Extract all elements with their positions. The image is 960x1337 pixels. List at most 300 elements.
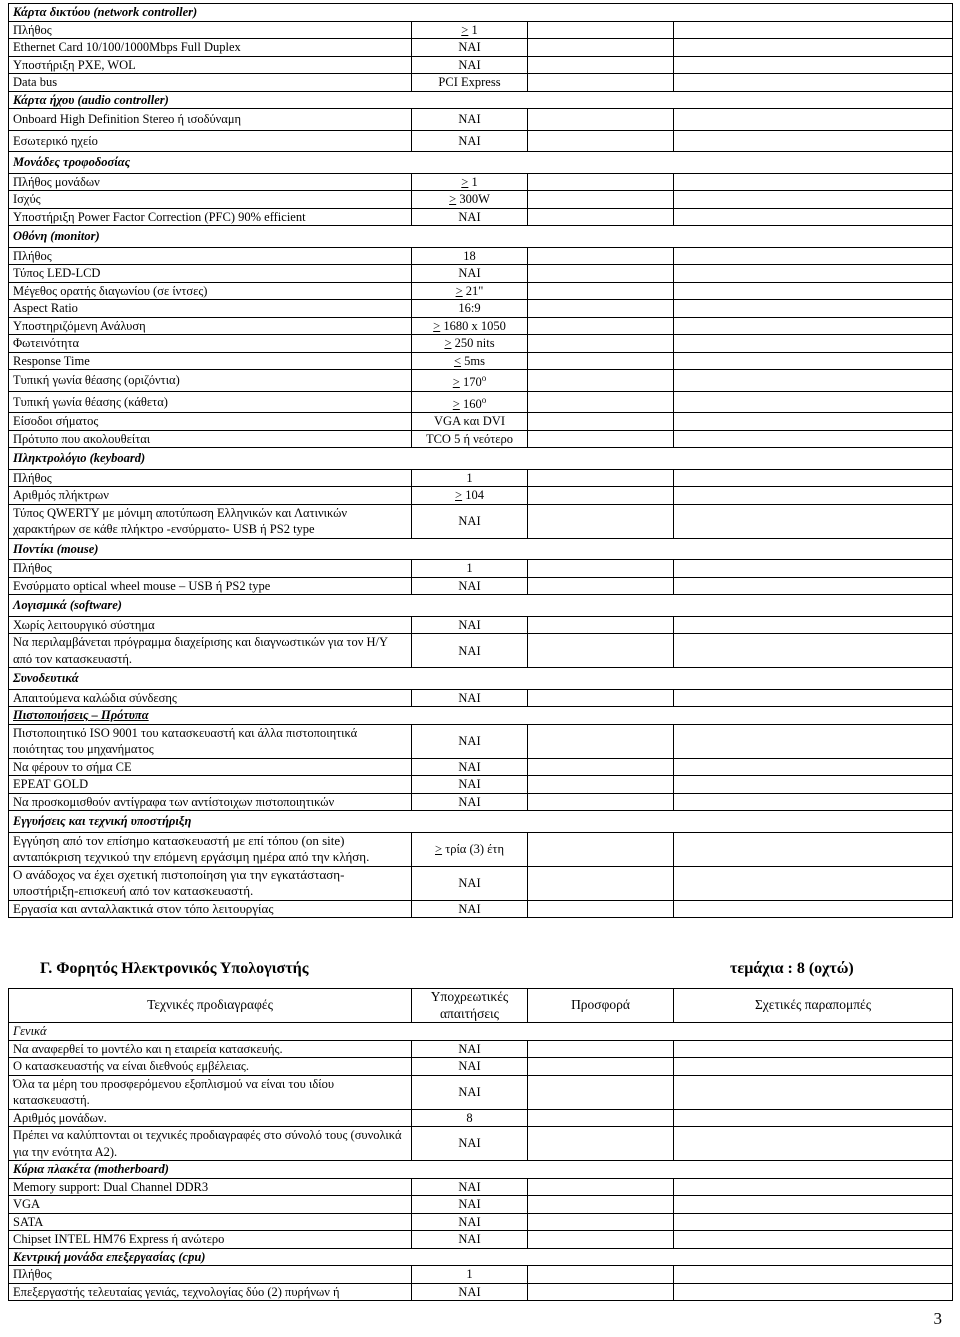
top-spec-row [9,866,953,900]
offer-cell [528,1109,674,1127]
offer-cell [528,634,674,668]
spec-requirement [412,352,528,370]
spec-label: Πιστοποιητικό ISO 9001 του κατασκευαστή και άλλα πιστοποιητικά ποιότητας του μηχανήματος [9,724,412,758]
offer-cell [528,758,674,776]
requirement-value: 8 [466,1110,473,1125]
reference-cell [674,577,953,595]
top-spec-row [9,832,953,866]
top-spec-row [9,335,953,353]
bottom-spec-row [9,1040,953,1058]
spec-label: Υποστήριξη Power Factor Correction (PFC) 90% efficient [9,208,412,226]
spec-label: Πρέπει να καλύπτονται οι τεχνικές προδιαγραφές στο σύνολό τους (συνολικά για την ενότητα Α2). [9,1127,412,1161]
requirement-value: ΝΑΙ [458,133,481,148]
requirement-value: PCI Express [438,75,501,89]
reference-cell [674,282,953,300]
reference-cell [674,1109,953,1127]
reference-cell [674,1266,953,1284]
greater-equal-symbol: > [433,318,441,333]
offer-cell [528,391,674,413]
offer-cell [528,130,674,152]
spec-label: Αριθμός μονάδων. [9,1109,412,1127]
spec-label: Τυπική γωνία θέασης (οριζόντια) [9,370,412,392]
spec-requirement [412,616,528,634]
top-section-title: Ποντίκι (mouse) [9,538,953,560]
reference-cell [674,1213,953,1231]
top-spec-row [9,74,953,92]
top-spec-row [9,317,953,335]
spec-label: Τύπος QWERTY με μόνιμη αποτύπωση Ελληνικών και Λατινικών χαρακτήρων σε κάθε πλήκτρο -ενσύρματο- USB ή PS2 type [9,504,412,538]
requirement-value: ΝΑΙ [458,690,481,705]
reference-cell [674,413,953,431]
offer-cell [528,724,674,758]
spec-label: VGA [9,1196,412,1214]
requirement-value: 5ms [464,353,486,368]
top-spec-row [9,247,953,265]
spec-requirement [412,1178,528,1196]
offer-cell [528,560,674,578]
offer-cell [528,335,674,353]
top-section-row [9,448,953,470]
offer-cell [528,282,674,300]
offer-cell [528,776,674,794]
spec-requirement [412,1266,528,1284]
top-spec-row [9,793,953,811]
bottom-section-title: Κεντρική μονάδα επεξεργασίας (cpu) [9,1248,953,1266]
spec-label: Πλήθος [9,560,412,578]
top-section-title: Κάρτα δικτύου (network controller) [9,4,953,22]
top-spec-row [9,173,953,191]
spec-requirement [412,1213,528,1231]
offer-cell [528,352,674,370]
spec-requirement [412,74,528,92]
header-specs: Τεχνικές προδιαγραφές [9,989,412,1023]
spec-requirement [412,469,528,487]
reference-cell [674,487,953,505]
top-spec-row [9,21,953,39]
spec-label: Onboard High Definition Stereo ή ισοδύναμη [9,109,412,131]
spec-requirement [412,317,528,335]
greater-equal-symbol: > [444,336,452,350]
top-section-title: Συνοδευτικά [9,668,953,690]
reference-cell [674,265,953,283]
top-section-title: Μονάδες τροφοδοσίας [9,152,953,174]
bottom-spec-row [9,1231,953,1249]
reference-cell [674,689,953,707]
requirement-value: 1 [466,561,473,576]
spec-label: Response Time [9,352,412,370]
bottom-spec-row [9,1196,953,1214]
spec-requirement [412,391,528,413]
reference-cell [674,1231,953,1249]
spec-requirement [412,1058,528,1076]
bottom-section-title: Γενικά [9,1023,953,1041]
top-section-title: Πληκτρολόγιο (keyboard) [9,448,953,470]
top-spec-table [8,3,953,918]
requirement-value: ΝΑΙ [458,1179,481,1194]
top-spec-row [9,616,953,634]
spec-requirement [412,1283,528,1301]
spec-label: Υποστηριζόμενη Ανάλυση [9,317,412,335]
top-spec-row [9,208,953,226]
reference-cell [674,56,953,74]
bottom-spec-row [9,1178,953,1196]
reference-cell [674,776,953,794]
requirement-value: ΝΑΙ [458,1197,481,1211]
bottom-section-title: Κύρια πλακέτα (motherboard) [9,1161,953,1179]
top-section-row [9,811,953,833]
requirement-value: 250 nits [454,336,495,350]
offer-cell [528,1058,674,1076]
spec-label: Υποστήριξη PXE, WOL [9,56,412,74]
offer-cell [528,504,674,538]
reference-cell [674,109,953,131]
requirement-value: τρία (3) έτη [445,842,504,857]
reference-cell [674,300,953,318]
requirement-value: ΝΑΙ [458,1059,481,1073]
spec-requirement [412,487,528,505]
offer-cell [528,317,674,335]
spec-requirement [412,39,528,57]
top-spec-row [9,56,953,74]
reference-cell [674,1127,953,1161]
spec-label: Να περιλαμβάνεται πρόγραμμα διαχείρισης και διαγνωστικών για τον Η/Υ από τον κατασκευαστή. [9,634,412,668]
reference-cell [674,634,953,668]
spec-label: Πλήθος [9,469,412,487]
offer-cell [528,74,674,92]
requirement-value: ΝΑΙ [458,759,481,774]
top-spec-row [9,265,953,283]
requirement-value: ΝΑΙ [458,734,481,749]
spec-label: Τυπική γωνία θέασης (κάθετα) [9,391,412,413]
spec-requirement [412,208,528,226]
spec-requirement [412,300,528,318]
greater-equal-symbol: > [435,842,443,857]
spec-label: Πλήθος [9,21,412,39]
offer-cell [528,370,674,392]
header-offer: Προσφορά [528,989,674,1023]
spec-label: Πλήθος μονάδων [9,173,412,191]
requirement-value: ΝΑΙ [458,901,481,916]
spec-requirement [412,577,528,595]
top-section-row [9,91,953,109]
offer-cell [528,56,674,74]
offer-cell [528,900,674,918]
spec-label: Ethernet Card 10/100/1000Mbps Full Duplex [9,39,412,57]
top-spec-row [9,504,953,538]
spec-label: SATA [9,1213,412,1231]
spec-requirement [412,776,528,794]
spec-requirement [412,413,528,431]
spec-requirement [412,56,528,74]
top-section-row [9,538,953,560]
top-section-title: Λογισμικά (software) [9,595,953,617]
spec-requirement [412,1127,528,1161]
greater-equal-symbol: > [461,22,469,37]
reference-cell [674,1075,953,1109]
reference-cell [674,832,953,866]
spec-label: Φωτεινότητα [9,335,412,353]
offer-cell [528,21,674,39]
top-spec-row [9,776,953,794]
spec-label: Εσωτερικό ηχείο [9,130,412,152]
requirement-value: ΝΑΙ [458,57,481,72]
offer-cell [528,1127,674,1161]
top-spec-row [9,430,953,448]
top-spec-row [9,758,953,776]
offer-cell [528,430,674,448]
spec-label: Data bus [9,74,412,92]
spec-requirement [412,1231,528,1249]
requirement-value: ΝΑΙ [458,1041,481,1056]
degree-symbol: o [481,373,487,383]
top-section-row [9,595,953,617]
greater-equal-symbol: > [455,283,463,298]
requirement-value: ΝΑΙ [458,112,481,126]
top-spec-row [9,391,953,413]
requirement-value: 1 [471,174,478,189]
reference-cell [674,616,953,634]
spec-requirement [412,793,528,811]
reference-cell [674,352,953,370]
reference-cell [674,391,953,413]
requirement-value: 160 [462,396,482,411]
offer-cell [528,265,674,283]
greater-equal-symbol: > [461,174,469,189]
spec-label: Όλα τα μέρη του προσφερόμενου εξοπλισμού να είναι του ιδίου κατασκευαστή. [9,1075,412,1109]
requirement-value: ΝΑΙ [458,777,481,792]
requirement-value: ΝΑΙ [458,1284,481,1299]
offer-cell [528,689,674,707]
bottom-spec-row [9,1058,953,1076]
reference-cell [674,21,953,39]
requirement-value: 300W [459,192,490,206]
spec-requirement [412,1196,528,1214]
spec-requirement [412,21,528,39]
spec-requirement [412,247,528,265]
top-spec-row [9,300,953,318]
offer-cell [528,300,674,318]
spec-label: Ο κατασκευαστής να είναι διεθνούς εμβέλειας. [9,1058,412,1076]
spec-label: Εργασία και ανταλλακτικά στον τόπο λειτουργίας [9,900,412,918]
spec-requirement [412,1040,528,1058]
offer-cell [528,191,674,209]
offer-cell [528,1040,674,1058]
offer-cell [528,866,674,900]
page-number: 3 [933,1309,942,1328]
reference-cell [674,469,953,487]
reference-cell [674,208,953,226]
spec-label: Πλήθος [9,247,412,265]
spec-requirement [412,689,528,707]
bottom-spec-row [9,1283,953,1301]
requirement-value: ΝΑΙ [458,1214,481,1229]
reference-cell [674,1058,953,1076]
offer-cell [528,487,674,505]
offer-cell [528,793,674,811]
top-spec-row [9,577,953,595]
spec-label: Αριθμός πλήκτρων [9,487,412,505]
requirement-value: 1680 x 1050 [443,318,506,333]
offer-cell [528,1178,674,1196]
reference-cell [674,1283,953,1301]
spec-label: Να φέρουν το σήμα CE [9,758,412,776]
spec-requirement [412,758,528,776]
spec-label: Εγγύηση από τον επίσημο κατασκευαστή με επί τόπου (on site) ανταπόκριση τεχνικού την επόμενη εργάσιμη ημέρα από την κλήση. [9,832,412,866]
requirement-value: TCO 5 ή νεότερο [425,431,514,446]
offer-cell [528,39,674,57]
reference-cell [674,560,953,578]
offer-cell [528,1266,674,1284]
greater-equal-symbol: > [452,375,460,390]
reference-cell [674,900,953,918]
spec-label: EPEAT GOLD [9,776,412,794]
top-section-title: Οθόνη (monitor) [9,226,953,248]
bottom-spec-row [9,1266,953,1284]
bottom-spec-row [9,1213,953,1231]
top-section-row [9,707,953,725]
requirement-value: ΝΑΙ [458,578,481,593]
top-spec-row [9,560,953,578]
reference-cell [674,39,953,57]
less-equal-symbol: < [453,353,462,368]
spec-requirement [412,1109,528,1127]
greater-equal-symbol: > [455,488,463,503]
spec-label: Ενσύρματο optical wheel mouse – USB ή PS2 type [9,577,412,595]
spec-label: Aspect Ratio [9,300,412,318]
top-spec-row [9,370,953,392]
requirement-value: ΝΑΙ [458,1232,481,1246]
requirement-value: ΝΑΙ [458,1136,481,1151]
requirement-value: 16:9 [458,301,481,315]
reference-cell [674,370,953,392]
reference-cell [674,247,953,265]
requirement-value: 21" [465,283,484,298]
bottom-section-row [9,1023,953,1041]
spec-requirement [412,173,528,191]
requirement-value: ΝΑΙ [458,266,481,280]
top-spec-row [9,487,953,505]
requirement-value: 1 [466,470,473,485]
spec-requirement [412,265,528,283]
spec-label: Είσοδοι σήματος [9,413,412,431]
offer-cell [528,413,674,431]
offer-cell [528,173,674,191]
reference-cell [674,1040,953,1058]
spec-requirement [412,724,528,758]
requirement-value: 1 [471,22,478,37]
spec-label: Μέγεθος ορατής διαγωνίου (σε ίντσες) [9,282,412,300]
spec-label: Χωρίς λειτουργικό σύστημα [9,616,412,634]
offer-cell [528,247,674,265]
requirement-value: ΝΑΙ [458,617,481,632]
spec-requirement [412,370,528,392]
top-section-row [9,152,953,174]
requirement-value: ΝΑΙ [458,40,481,54]
spec-label: Ο ανάδοχος να έχει σχετική πιστοποίηση για την εγκατάσταση-υποστήριξη-επισκευή από τον κατασκευαστή. [9,866,412,900]
spec-label: Τύπος LED-LCD [9,265,412,283]
top-spec-row [9,191,953,209]
section-g-quantity: τεμάχια : 8 (οχτώ) [730,960,854,977]
top-spec-row [9,109,953,131]
reference-cell [674,335,953,353]
reference-cell [674,1178,953,1196]
spec-requirement [412,282,528,300]
spec-label: Ισχύς [9,191,412,209]
spec-label: Chipset INTEL HM76 Express ή ανώτερο [9,1231,412,1249]
spec-label: Πρότυπο που ακολουθείται [9,430,412,448]
bottom-spec-row [9,1109,953,1127]
top-section-row [9,226,953,248]
reference-cell [674,758,953,776]
section-g-title: Γ. Φορητός Ηλεκτρονικός Υπολογιστής [40,960,309,977]
header-requirements: Υποχρεωτικές απαιτήσεις [412,989,528,1023]
spec-requirement [412,430,528,448]
spec-requirement [412,1075,528,1109]
top-spec-row [9,900,953,918]
spec-label: Επεξεργαστής τελευταίας γενιάς, τεχνολογίας δύο (2) πυρήνων ή [9,1283,412,1301]
top-spec-row [9,413,953,431]
top-spec-row [9,689,953,707]
top-spec-row [9,724,953,758]
top-section-title: Πιστοποιήσεις – Πρότυπα [9,707,953,725]
offer-cell [528,1231,674,1249]
offer-cell [528,1213,674,1231]
requirement-value: ΝΑΙ [458,876,481,891]
spec-requirement [412,504,528,538]
offer-cell [528,577,674,595]
reference-cell [674,130,953,152]
reference-cell [674,866,953,900]
requirement-value: ΝΑΙ [458,794,481,809]
spec-label: Να αναφερθεί το μοντέλο και η εταιρεία κατασκευής. [9,1040,412,1058]
requirement-value: ΝΑΙ [458,643,481,658]
offer-cell [528,1283,674,1301]
requirement-value: ΝΑΙ [458,209,481,224]
top-spec-row [9,282,953,300]
requirement-value: 1 [466,1267,473,1281]
reference-cell [674,504,953,538]
spec-requirement [412,335,528,353]
degree-symbol: o [481,394,487,405]
bottom-spec-row [9,1075,953,1109]
reference-cell [674,1196,953,1214]
requirement-value: ΝΑΙ [458,514,481,529]
offer-cell [528,208,674,226]
reference-cell [674,430,953,448]
spec-requirement [412,900,528,918]
offer-cell [528,469,674,487]
requirement-value: 18 [463,248,476,263]
bottom-section-row [9,1248,953,1266]
spec-label: Πλήθος [9,1266,412,1284]
top-spec-row [9,352,953,370]
spec-label: Memory support: Dual Channel DDR3 [9,1178,412,1196]
spec-requirement [412,634,528,668]
reference-cell [674,793,953,811]
bottom-spec-table [8,988,953,1301]
header-row [9,989,953,1023]
requirement-value: ΝΑΙ [458,1084,481,1099]
top-section-row [9,668,953,690]
top-spec-row [9,39,953,57]
bottom-spec-row [9,1127,953,1161]
requirement-value: 170 [462,375,482,390]
spec-requirement [412,560,528,578]
header-references: Σχετικές παραπομπές [674,989,953,1023]
spec-label: Να προσκομισθούν αντίγραφα των αντίστοιχων πιστοποιητικών [9,793,412,811]
top-section-title: Κάρτα ήχου (audio controller) [9,91,953,109]
offer-cell [528,616,674,634]
